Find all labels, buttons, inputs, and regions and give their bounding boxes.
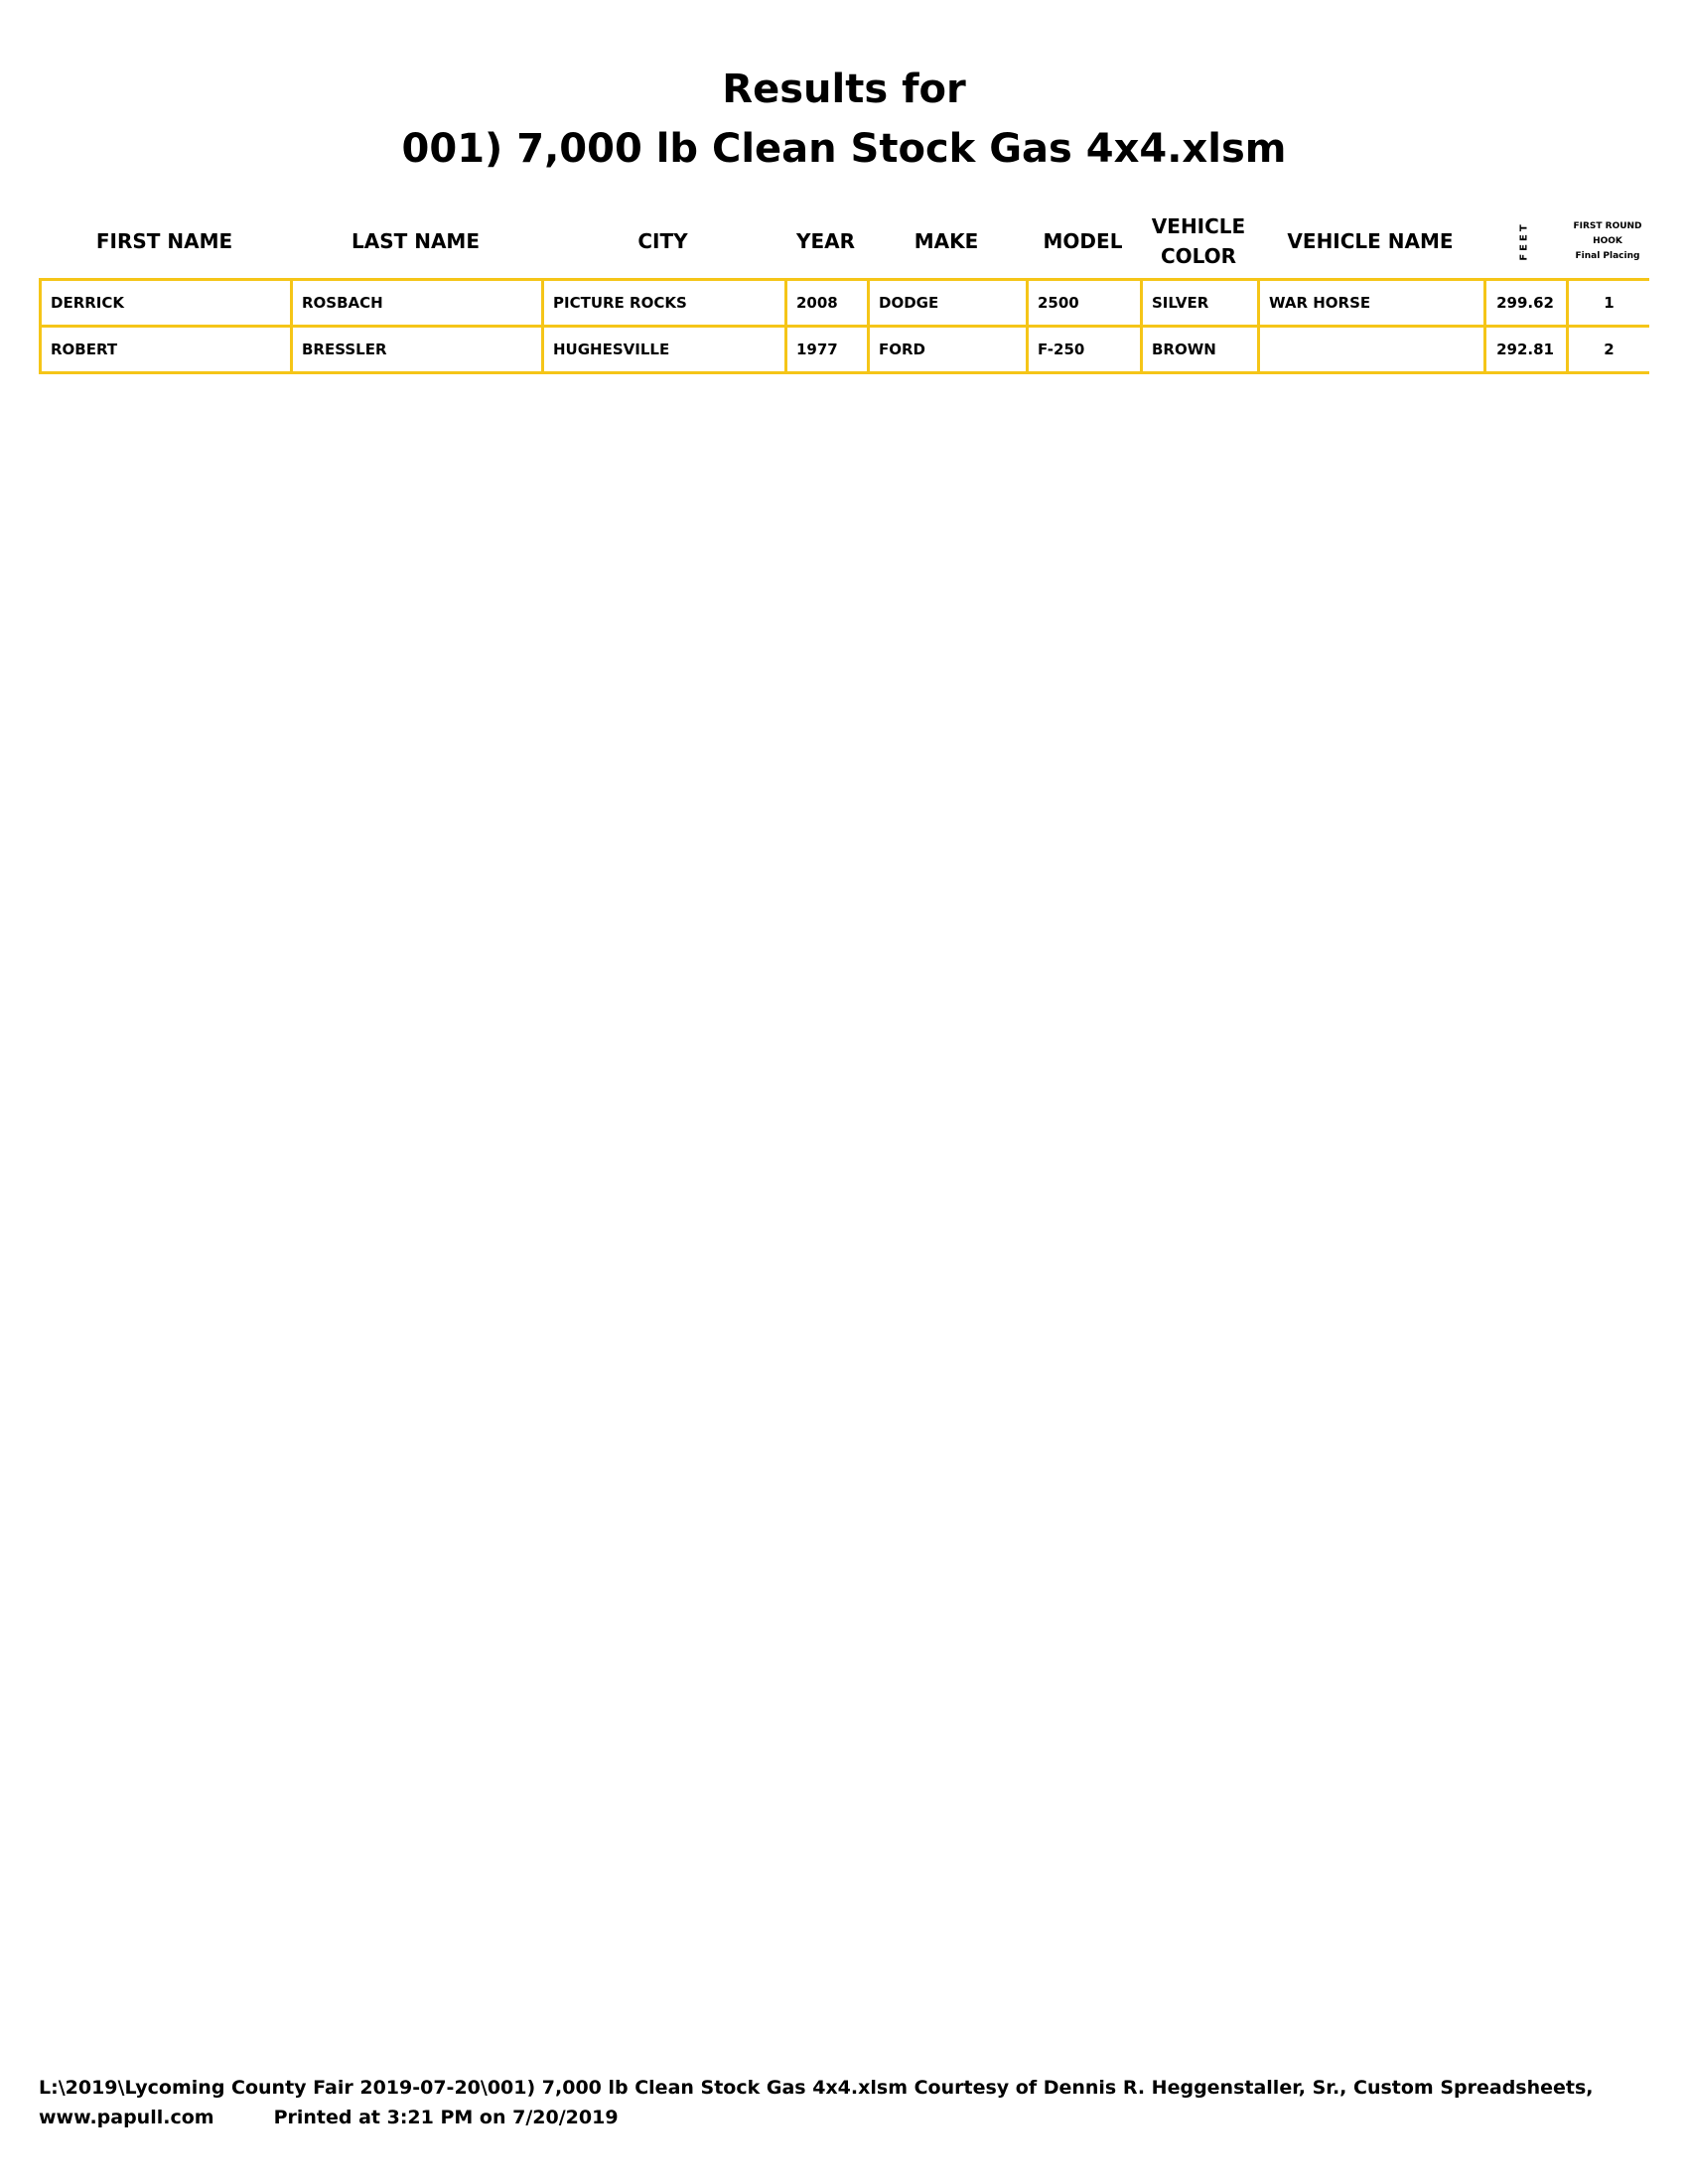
- header-vehicle-name: VEHICLE NAME: [1287, 229, 1454, 253]
- header-placing-line1: FIRST ROUND: [1573, 220, 1642, 231]
- header-placing-line2: HOOK: [1593, 235, 1622, 246]
- cell-color: SILVER: [1140, 281, 1257, 325]
- table-row: [39, 328, 1649, 374]
- cell-last-name: BRESSLER: [290, 328, 541, 371]
- header-placing-line3: Final Placing: [1575, 250, 1640, 261]
- cell-year: 2008: [784, 281, 867, 325]
- cell-year: 1977: [784, 328, 867, 371]
- header-vehicle-color-line2: COLOR: [1160, 244, 1237, 268]
- cell-first-name: DERRICK: [39, 281, 290, 325]
- footer-line2: [39, 2103, 1647, 2132]
- header-last-name: LAST NAME: [351, 229, 480, 253]
- header-vehicle-color-line1: VEHICLE: [1151, 214, 1246, 238]
- cell-last-name: ROSBACH: [290, 281, 541, 325]
- footer-file-path: L:\2019\Lycoming County Fair 2019-07-20\001) 7,000 lb Clean Stock Gas 4x4.xlsm Courtesy of Dennis R. Heggenstaller, Sr., Custom Spreadsheets,: [39, 2077, 1594, 2099]
- page-title-line1: Results for: [722, 67, 966, 112]
- cell-vehicle-name: [1257, 328, 1483, 371]
- header-make: MAKE: [914, 229, 979, 253]
- cell-city: PICTURE ROCKS: [541, 281, 784, 325]
- cell-feet: 292.81: [1483, 328, 1566, 371]
- header-placing: [1566, 206, 1649, 276]
- cell-make: DODGE: [867, 281, 1026, 325]
- header-vehicle-color: [1140, 206, 1257, 276]
- header-year: YEAR: [795, 229, 856, 253]
- cell-vehicle-name: WAR HORSE: [1257, 281, 1483, 325]
- cell-color: BROWN: [1140, 328, 1257, 371]
- header-feet-label: FEET: [1518, 221, 1530, 261]
- page-footer: [39, 2073, 1647, 2132]
- cell-make: FORD: [867, 328, 1026, 371]
- cell-model: 2500: [1026, 281, 1140, 325]
- header-model: MODEL: [1043, 229, 1123, 253]
- page-title-line2: 001) 7,000 lb Clean Stock Gas 4x4.xlsm: [401, 126, 1287, 172]
- header-city: CITY: [637, 229, 688, 253]
- table-row: [39, 281, 1649, 328]
- header-first-name: FIRST NAME: [95, 229, 233, 253]
- cell-model: F-250: [1026, 328, 1140, 371]
- cell-first-name: ROBERT: [39, 328, 290, 371]
- table-header: [39, 206, 1649, 276]
- cell-city: HUGHESVILLE: [541, 328, 784, 371]
- cell-placing: 2: [1566, 328, 1649, 371]
- header-feet: [1483, 206, 1566, 276]
- cell-placing: 1: [1566, 281, 1649, 325]
- footer-website: www.papull.com: [39, 2107, 214, 2128]
- cell-feet: 299.62: [1483, 281, 1566, 325]
- results-table: [39, 278, 1649, 374]
- footer-printed-time: Printed at 3:21 PM on 7/20/2019: [273, 2107, 619, 2128]
